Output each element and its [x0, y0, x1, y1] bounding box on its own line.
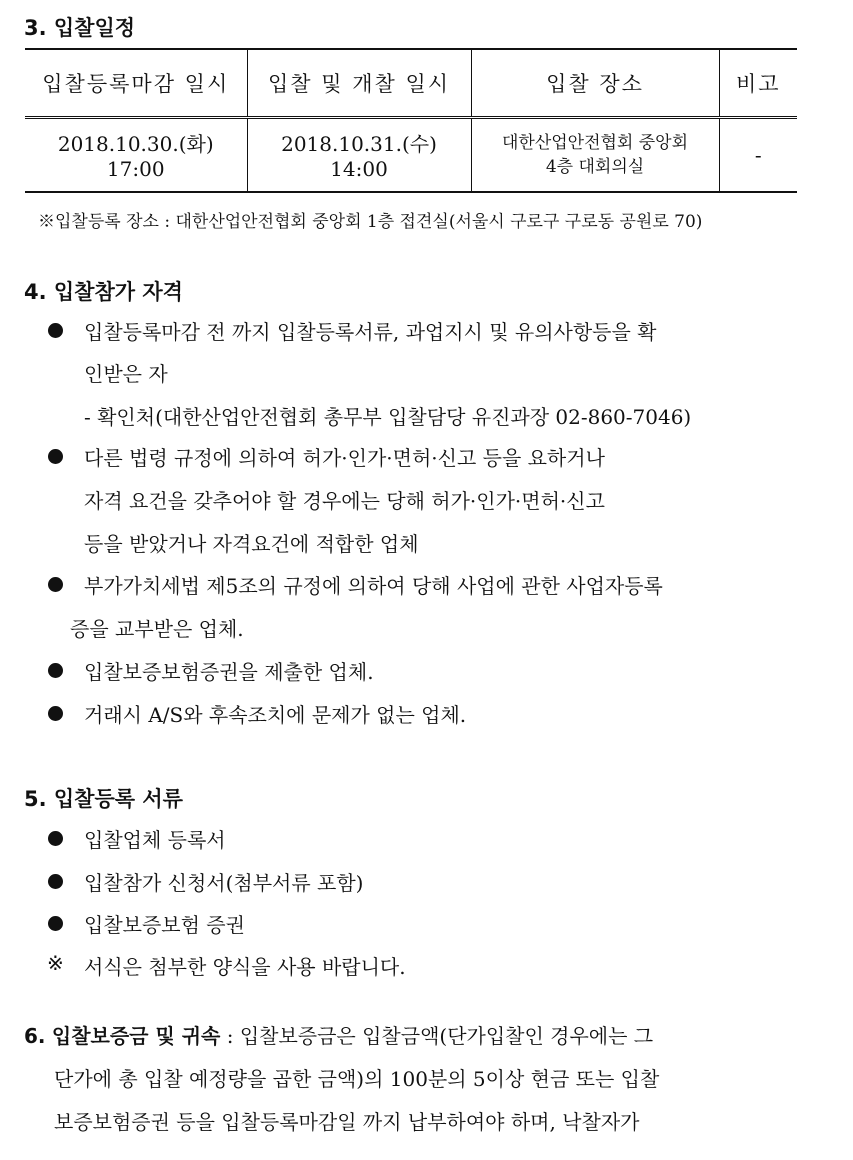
table-row: [25, 117, 797, 192]
header-registration-deadline: 입찰등록마감 일시: [25, 49, 247, 117]
cell-bid-opening: 2018.10.31.(수) 14:00: [247, 117, 471, 192]
bullet-icon: [48, 831, 63, 846]
section-6-text-3: 보증보험증권 등을 입찰등록마감일 까지 납부하여야 하며, 낙찰자가: [54, 1110, 640, 1134]
bid-place-line-2: 4층 대회의실: [545, 156, 645, 177]
section-5-heading: 5. 입찰등록 서류: [24, 787, 183, 811]
cell-note: -: [719, 117, 797, 192]
qualification-3-line-2: 증을 교부받은 업체.: [70, 617, 244, 641]
cell-bid-place: [471, 117, 719, 192]
document-item-3: 입찰보증보험 증권: [84, 913, 245, 937]
qualification-4: 입찰보증보험증권을 제출한 업체.: [84, 660, 374, 684]
section-4-heading: 4. 입찰참가 자격: [24, 280, 183, 304]
header-bid-opening: 입찰 및 개찰 일시: [247, 49, 471, 117]
bullet-icon: [48, 916, 63, 931]
section-6-text-2: 단가에 총 입찰 예정량을 곱한 금액)의 100분의 5이상 현금 또는 입찰: [54, 1067, 660, 1091]
bullet-icon: [48, 323, 63, 338]
document-item-2: 입찰참가 신청서(첨부서류 포함): [84, 871, 364, 895]
section-3-heading: 3. 입찰일정: [24, 16, 136, 40]
header-note: 비고: [719, 49, 797, 117]
qualification-2-line-3: 등을 받았거나 자격요건에 적합한 업체: [84, 532, 419, 556]
section-6-number: 6.: [24, 1024, 46, 1048]
section-6-text-1: : 입찰보증금은 입찰금액(단가입찰인 경우에는 그: [226, 1024, 654, 1048]
qualification-5: 거래시 A/S와 후속조치에 문제가 없는 업체.: [84, 703, 467, 727]
qualification-1-line-1: 입찰등록마감 전 까지 입찰등록서류, 과업지시 및 유의사항등을 확: [84, 320, 657, 344]
bullet-icon: [48, 663, 63, 678]
section-6-first-line: [24, 1020, 653, 1049]
bullet-icon: [48, 577, 63, 592]
reference-mark-icon: ※: [47, 951, 64, 975]
section-6-heading: 입찰보증금 및 귀속: [51, 1024, 221, 1048]
qualification-3-line-1: 부가가치세법 제5조의 규정에 의하여 당해 사업에 관한 사업자등록: [84, 574, 663, 598]
table-header-row: [25, 49, 797, 117]
qualification-2-line-1: 다른 법령 규정에 의하여 허가·인가·면허·신고 등을 요하거나: [84, 446, 605, 470]
qualification-1-contact: - 확인처(대한산업안전협회 총무부 입찰담당 유진과장 02-860-7046): [84, 405, 692, 429]
qualification-2-line-2: 자격 요건을 갖추어야 할 경우에는 당해 허가·인가·면허·신고: [84, 489, 605, 513]
bullet-icon: [48, 706, 63, 721]
bid-schedule-table: [25, 48, 797, 193]
cell-registration-deadline: 2018.10.30.(화) 17:00: [25, 117, 247, 192]
bullet-icon: [48, 449, 63, 464]
qualification-1-line-2: 인받은 자: [84, 362, 168, 386]
document-item-1: 입찰업체 등록서: [84, 828, 226, 852]
header-bid-place: 입찰 장소: [471, 49, 719, 117]
bullet-icon: [48, 874, 63, 889]
form-usage-note: 서식은 첨부한 양식을 사용 바랍니다.: [84, 955, 406, 979]
registration-place-footnote: ※입찰등록 장소 : 대한산업안전협회 중앙회 1층 접견실(서울시 구로구 구로동 공원로 70): [38, 212, 703, 232]
bid-place-line-1: 대한산업안전협회 중앙회: [501, 132, 689, 153]
